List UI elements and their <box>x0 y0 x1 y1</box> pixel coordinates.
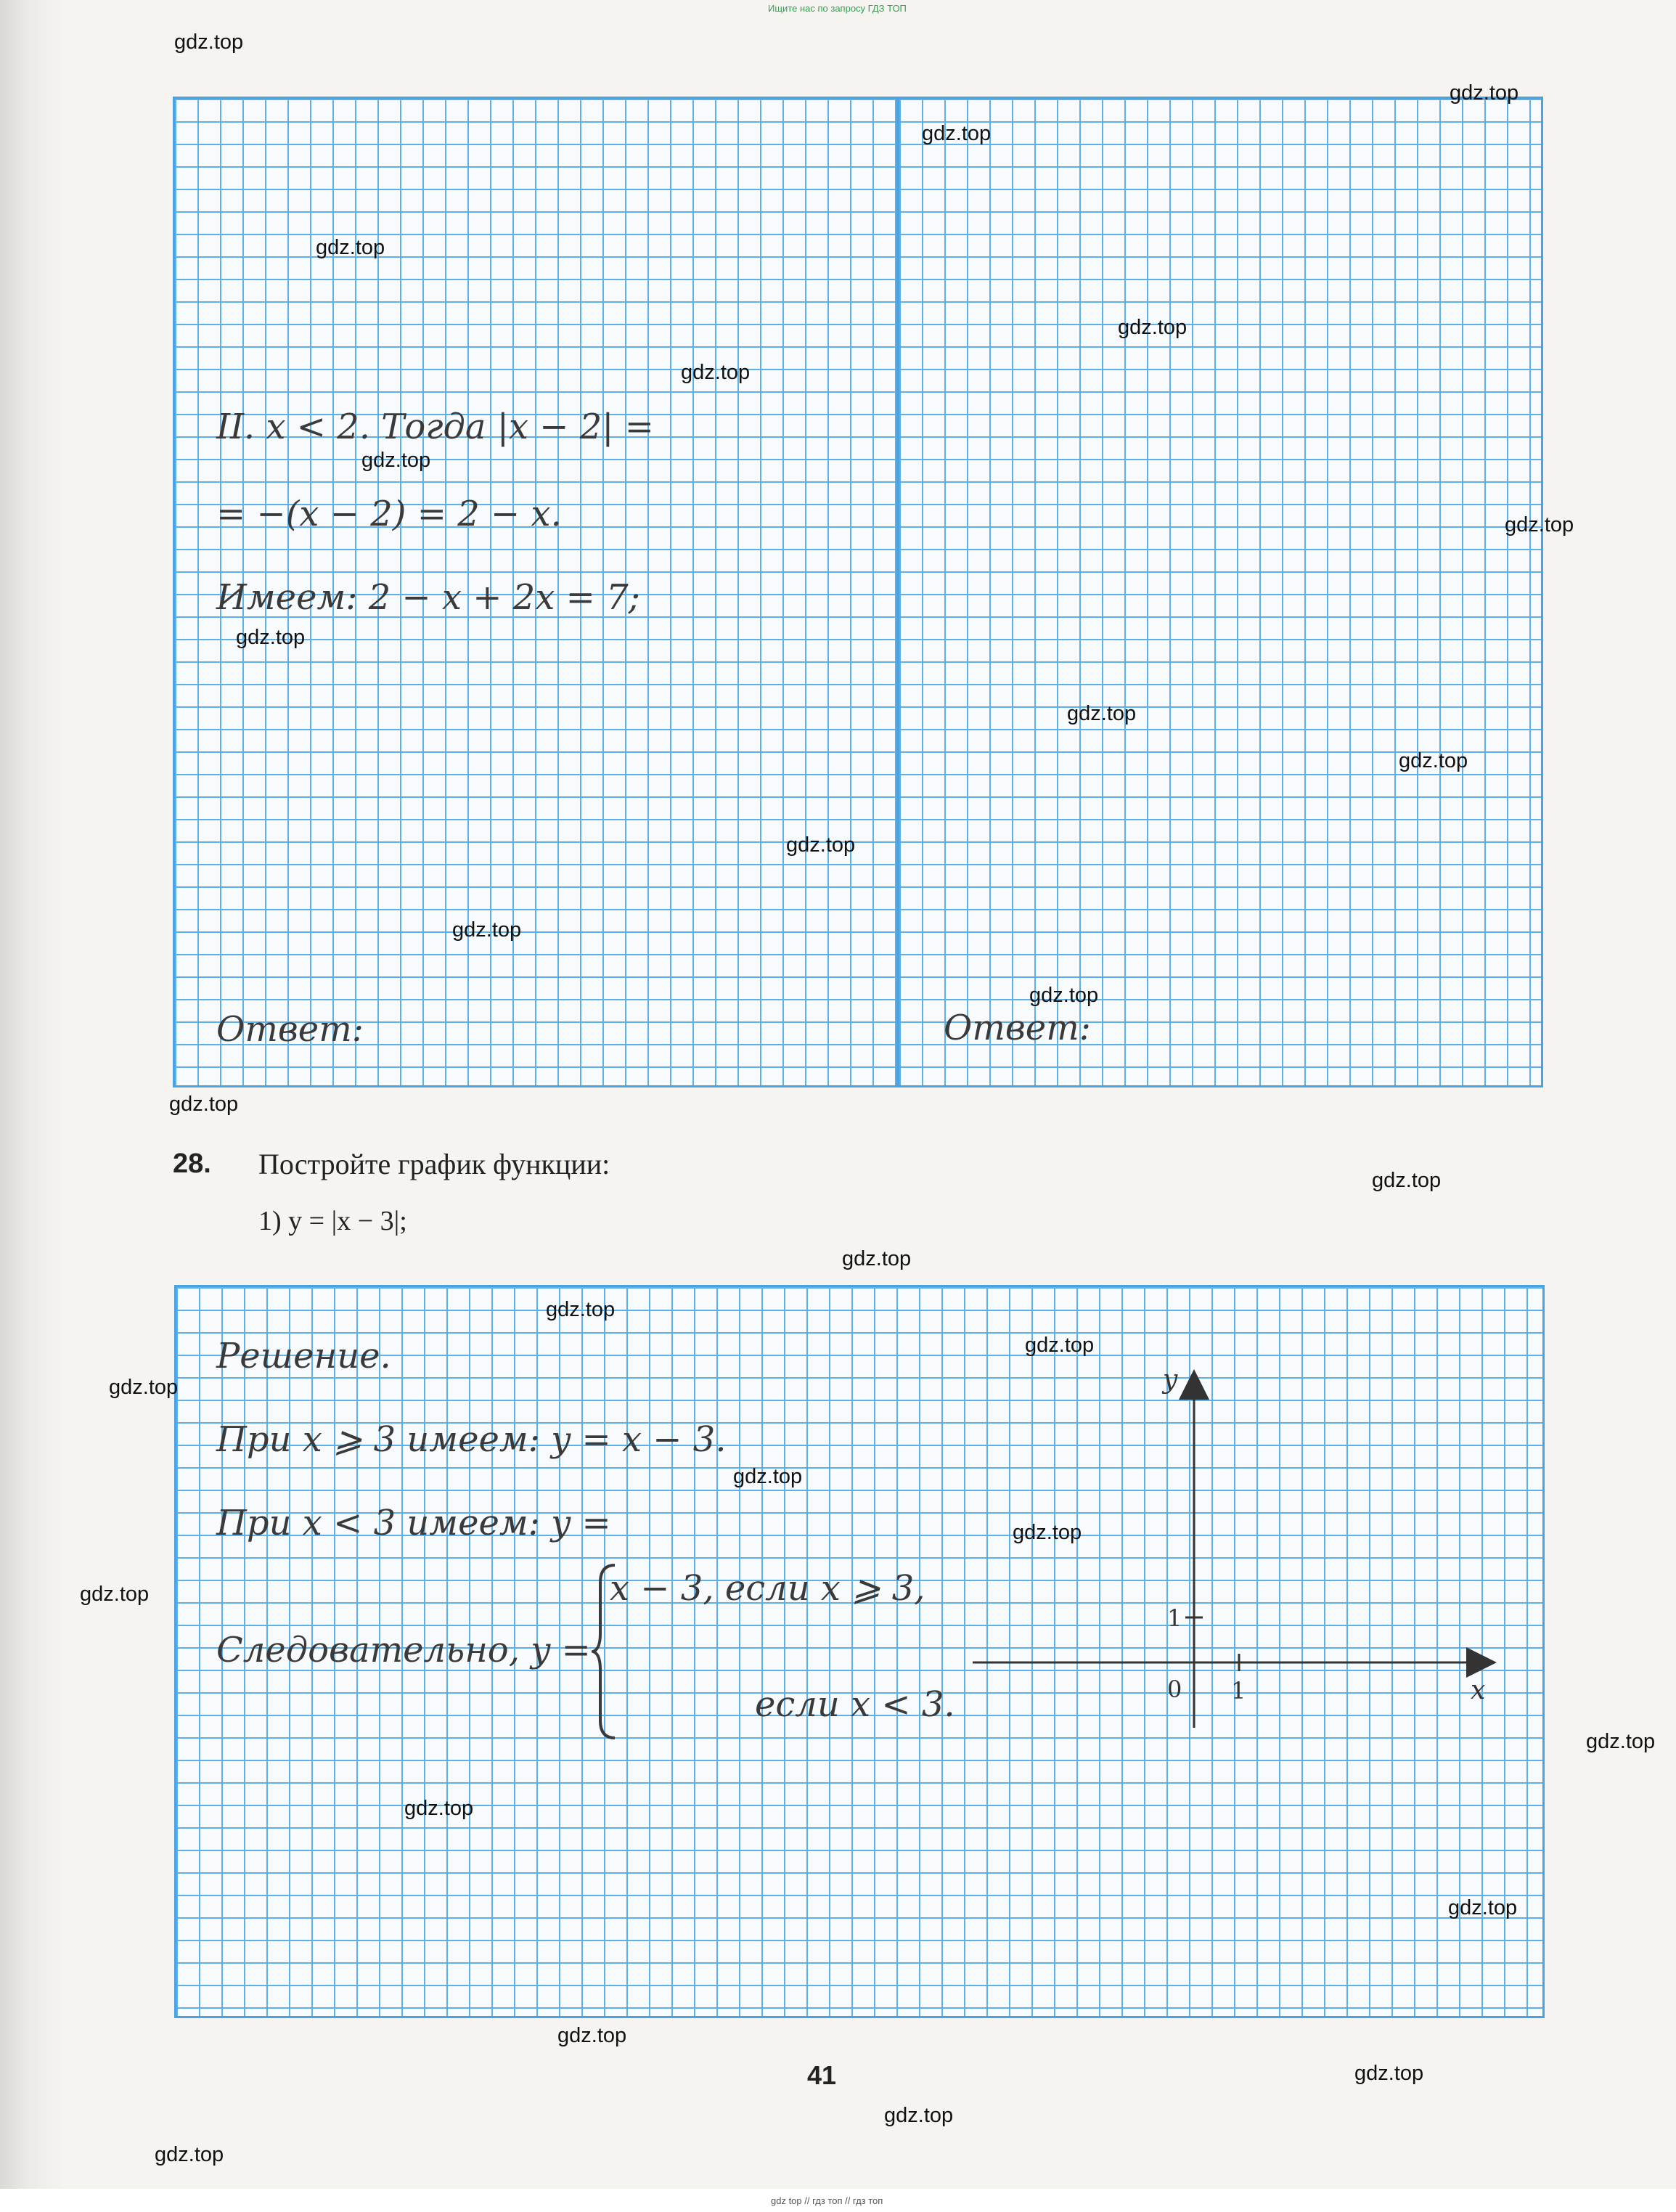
watermark: gdz.top <box>1354 2062 1424 2085</box>
watermark: gdz.top <box>109 1376 179 1399</box>
watermark: gdz.top <box>1399 749 1468 772</box>
watermark: gdz.top <box>316 236 385 259</box>
watermark: gdz.top <box>1448 1896 1518 1919</box>
watermark: gdz.top <box>80 1583 150 1606</box>
solution-conclusion: Следовательно, y = <box>216 1630 591 1670</box>
watermark: gdz.top <box>1372 1169 1442 1192</box>
solution-heading: Решение. <box>216 1336 391 1376</box>
x-axis-label: x <box>1471 1676 1486 1705</box>
left-line-3: Имеем: 2 − x + 2x = 7; <box>216 577 640 618</box>
right-answer-grid <box>897 97 1543 1087</box>
watermark: gdz.top <box>1025 1334 1095 1357</box>
y-axis-label: y <box>1163 1365 1178 1395</box>
watermark: gdz.top <box>174 30 244 54</box>
watermark: gdz.top <box>155 2143 224 2166</box>
watermark: gdz.top <box>1118 316 1187 339</box>
watermark: gdz.top <box>1505 513 1574 536</box>
watermark: gdz.top <box>1067 702 1137 725</box>
watermark: gdz.top <box>681 361 751 384</box>
piecewise-branch-2: если x < 3. <box>755 1684 955 1725</box>
piecewise-branch-1: x − 3, если x ⩾ 3, <box>610 1568 925 1609</box>
watermark: gdz.top <box>1586 1730 1656 1753</box>
watermark: gdz.top <box>1013 1521 1082 1544</box>
watermark: gdz.top <box>1450 81 1519 105</box>
origin-label: 0 <box>1167 1676 1182 1703</box>
watermark: gdz.top <box>361 449 431 472</box>
watermark: gdz.top <box>557 2024 627 2047</box>
left-line-2: = −(x − 2) = 2 − x. <box>216 494 562 534</box>
page-number: 41 <box>807 2060 837 2090</box>
task-number: 28. <box>173 1148 211 1179</box>
left-answer-label: Ответ: <box>216 1009 364 1050</box>
watermark: gdz.top <box>236 626 306 649</box>
watermark: gdz.top <box>452 918 522 942</box>
watermark: gdz.top <box>1029 984 1099 1007</box>
coordinate-axes <box>973 1358 1503 1735</box>
solution-case-1: При x ⩾ 3 имеем: y = x − 3. <box>216 1419 727 1460</box>
left-line-1: II. x < 2. Тогда |x − 2| = <box>216 407 654 447</box>
top-notice: Ищите нас по запросу ГДЗ ТОП <box>768 3 907 14</box>
watermark: gdz.top <box>884 2104 954 2127</box>
task-instruction: Постройте график функции: <box>258 1148 610 1180</box>
watermark: gdz.top <box>546 1298 616 1321</box>
bottom-notice: gdz top // гдз топ // гдз топ <box>771 2195 883 2206</box>
right-answer-label: Ответ: <box>944 1008 1091 1048</box>
watermark: gdz.top <box>169 1093 239 1116</box>
x-unit-label: 1 <box>1231 1677 1246 1705</box>
watermark: gdz.top <box>733 1465 803 1488</box>
watermark: gdz.top <box>922 122 992 145</box>
task-item: 1) y = |x − 3|; <box>258 1206 407 1236</box>
y-unit-label: 1 <box>1167 1604 1182 1632</box>
watermark: gdz.top <box>404 1797 474 1820</box>
watermark: gdz.top <box>786 833 856 857</box>
solution-case-2: При x < 3 имеем: y = <box>216 1503 611 1543</box>
watermark: gdz.top <box>842 1247 912 1270</box>
